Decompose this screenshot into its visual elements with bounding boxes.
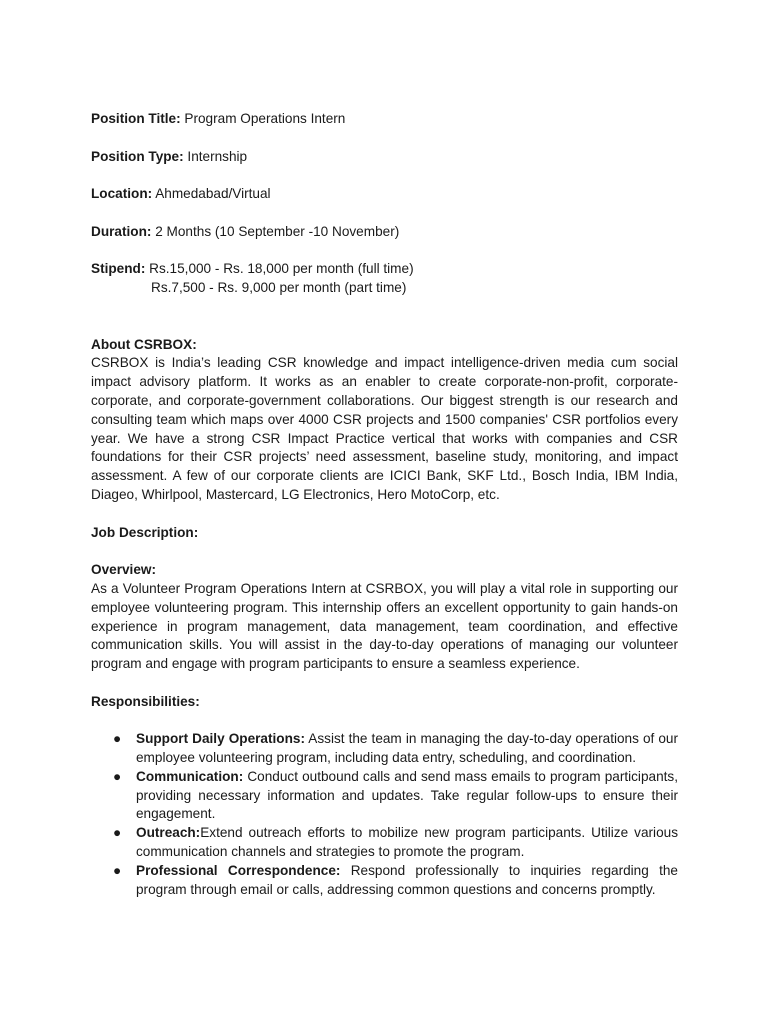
bullet-icon: ● [113, 731, 122, 747]
stipend-value-full-time: Rs.15,000 - Rs. 18,000 per month (full time) [145, 261, 414, 277]
responsibility-label: Outreach: [136, 825, 201, 841]
bullet-icon: ● [113, 862, 122, 878]
position-type-value: Internship [183, 148, 248, 164]
list-item [91, 862, 678, 900]
position-title-value: Program Operations Intern [180, 111, 346, 126]
duration-value: 2 Months (10 September -10 November) [151, 223, 400, 239]
position-type-line [91, 148, 678, 167]
responsibility-label: Support Daily Operations: [136, 731, 305, 747]
job-description-heading: Job Description: [91, 524, 199, 540]
overview-heading: Overview: [91, 562, 156, 578]
about-text: CSRBOX is India’s leading CSR knowledge and impact intelligence-driven media cum social impact advisory platform. It works as an enabler to create corporate-non-profit, corporate-corporate, and corporate-government collaborations. Our biggest strength is our research and consulting team which maps over 4000 CSR projects and 1500 companies' CSR portfolios every year. We have a strong CSR Impact Practice vertical that works with companies and CSR foundations for their CSR projects’ need assessment, baseline study, monitoring, and impact assessment. A few of our corporate clients are ICICI Bank, SKF Ltd., Bosch India, IBM India, Diageo, Whirlpool, Mastercard, LG Electronics, Hero MotoCorp, etc. [91, 355, 678, 502]
responsibilities-heading: Responsibilities: [91, 693, 200, 709]
document-content [91, 110, 678, 899]
responsibility-text: Conduct outbound calls and send mass emails to program participants, providing necessary information and updates. Take regular follow-ups to ensure their engagement. [136, 768, 678, 822]
responsibility-text: Extend outreach efforts to mobilize new program participants. Utilize various communication channels and strategies to promote the program. [136, 825, 678, 860]
location-line [91, 185, 678, 204]
bullet-icon: ● [113, 768, 122, 784]
position-type-label: Position Type: [91, 148, 184, 164]
responsibility-text: Assist the team in managing the day-to-day operations of our employee volunteering program, including data entry, scheduling, and coordination. [136, 731, 678, 766]
responsibility-label: Professional Correspondence: [136, 862, 341, 878]
about-heading: About CSRBOX: [91, 336, 197, 352]
duration-label: Duration: [91, 223, 152, 239]
duration-line [91, 223, 678, 242]
stipend-value-part-time: Rs.7,500 - Rs. 9,000 per month (part time) [151, 280, 407, 296]
location-label: Location: [91, 186, 153, 202]
responsibility-label: Communication: [136, 768, 244, 784]
position-title-line [91, 110, 678, 129]
list-item [91, 768, 678, 824]
stipend-line [91, 260, 678, 279]
responsibility-text: Respond professionally to inquiries regarding the program through email or calls, addressing common questions and concerns promptly. [136, 862, 678, 897]
overview-text: As a Volunteer Program Operations Intern at CSRBOX, you will play a vital role in supporting our employee volunteering program. This internship offers an excellent opportunity to gain hands-on experience in program management, data management, team coordination, and effective communication skills. You will assist in the day-to-day operations of managing our volunteer program and engage with program participants to ensure a seamless experience. [91, 580, 678, 672]
list-item [91, 730, 678, 768]
position-title-label: Position Title: [91, 111, 181, 126]
bullet-icon: ● [113, 825, 122, 841]
location-value: Ahmedabad/Virtual [152, 186, 271, 202]
stipend-label: Stipend: [91, 261, 146, 277]
responsibilities-list [91, 730, 678, 899]
list-item [91, 824, 678, 862]
stipend-line-2 [91, 279, 678, 298]
